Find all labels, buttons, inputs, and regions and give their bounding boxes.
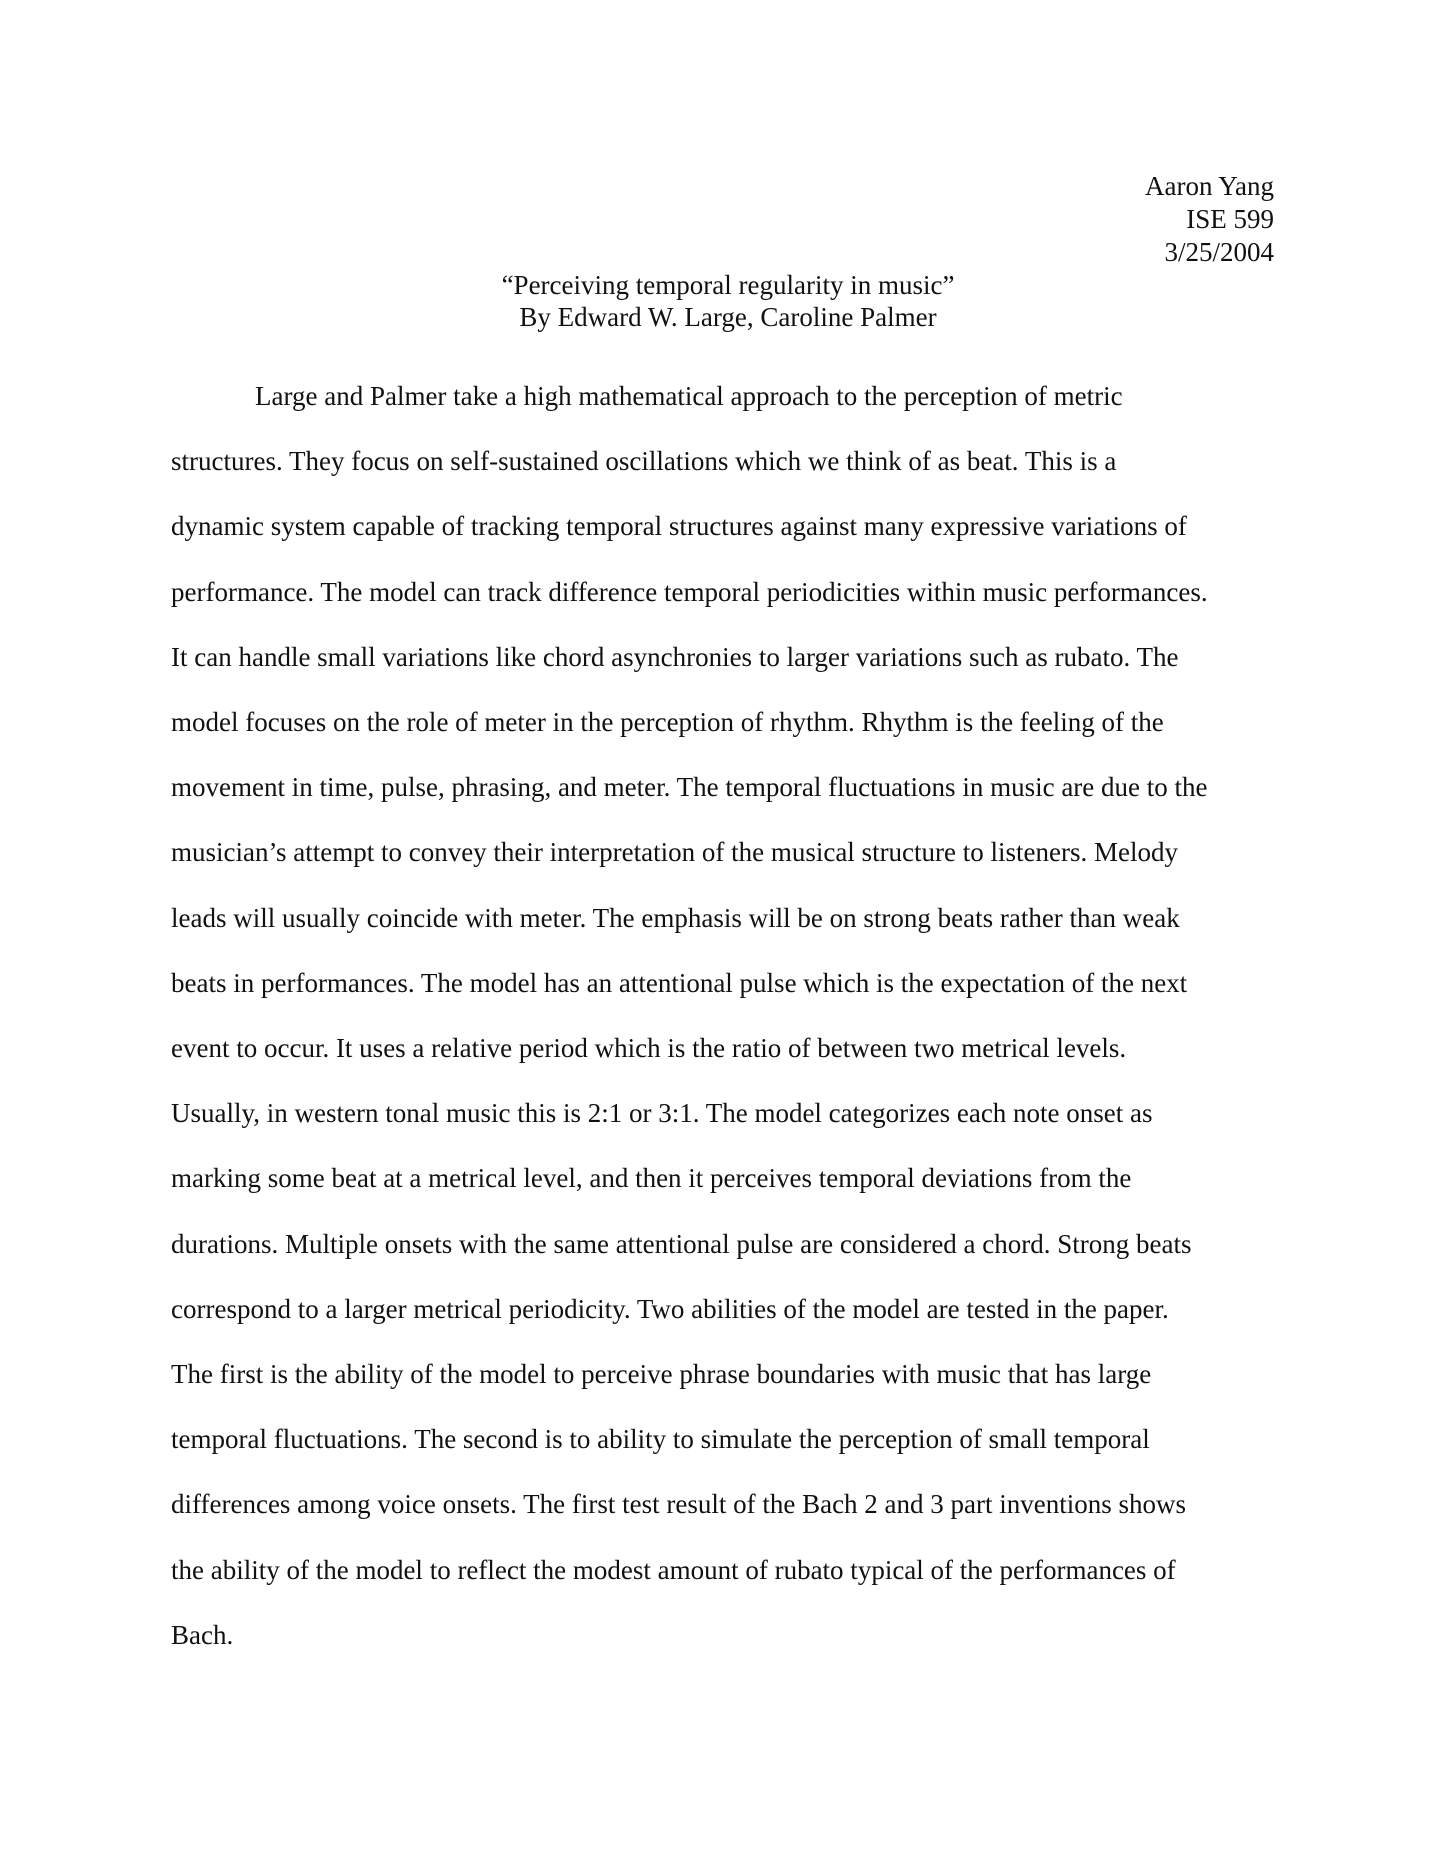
body-line: temporal fluctuations. The second is to ability to simulate the perception of small temporal	[171, 1424, 1150, 1455]
author-name: Aaron Yang	[1144, 171, 1274, 201]
body-line: marking some beat at a metrical level, and then it perceives temporal deviations from the	[171, 1163, 1132, 1194]
body-line: movement in time, pulse, phrasing, and meter. The temporal fluctuations in music are due to the	[171, 772, 1208, 803]
paper-authors: By Edward W. Large, Caroline Palmer	[519, 302, 937, 332]
body-line: It can handle small variations like chord asynchronies to larger variations such as rubato. The	[171, 641, 1179, 672]
header-block	[1145, 170, 1274, 269]
body-line: structures. They focus on self-sustained oscillations which we think of as beat. This is a	[171, 446, 1117, 477]
body-line: differences among voice onsets. The first test result of the Bach 2 and 3 part inventions shows	[171, 1489, 1187, 1520]
body-line: Large and Palmer take a high mathematical approach to the perception of metric	[255, 381, 1123, 411]
course-code: ISE 599	[1186, 204, 1274, 234]
body-paragraph	[171, 364, 1271, 1668]
body-line: Bach.	[171, 1619, 234, 1650]
body-line: the ability of the model to reflect the modest amount of rubato typical of the performances of	[171, 1554, 1176, 1585]
body-line: correspond to a larger metrical periodicity. Two abilities of the model are tested in the paper.	[171, 1293, 1169, 1324]
body-line: Usually, in western tonal music this is 2:1 or 3:1. The model categorizes each note onset as	[171, 1098, 1153, 1129]
body-line: beats in performances. The model has an attentional pulse which is the expectation of the next	[171, 967, 1188, 998]
title-block	[0, 269, 1456, 333]
body-line: durations. Multiple onsets with the same attentional pulse are considered a chord. Strong beats	[171, 1228, 1192, 1259]
body-line: musician’s attempt to convey their interpretation of the musical structure to listeners. Melody	[171, 837, 1178, 868]
document-date: 3/25/2004	[1164, 237, 1274, 267]
body-line: model focuses on the role of meter in the perception of rhythm. Rhythm is the feeling of the	[171, 707, 1164, 738]
body-line: dynamic system capable of tracking temporal structures against many expressive variations of	[171, 511, 1187, 542]
body-line: event to occur. It uses a relative period which is the ratio of between two metrical levels.	[171, 1033, 1127, 1064]
body-line: performance. The model can track difference temporal periodicities within music performances.	[171, 576, 1208, 607]
body-line: The first is the ability of the model to perceive phrase boundaries with music that has large	[171, 1359, 1152, 1390]
paper-title: “Perceiving temporal regularity in music”	[501, 270, 955, 300]
body-line: leads will usually coincide with meter. The emphasis will be on strong beats rather than weak	[171, 902, 1180, 933]
